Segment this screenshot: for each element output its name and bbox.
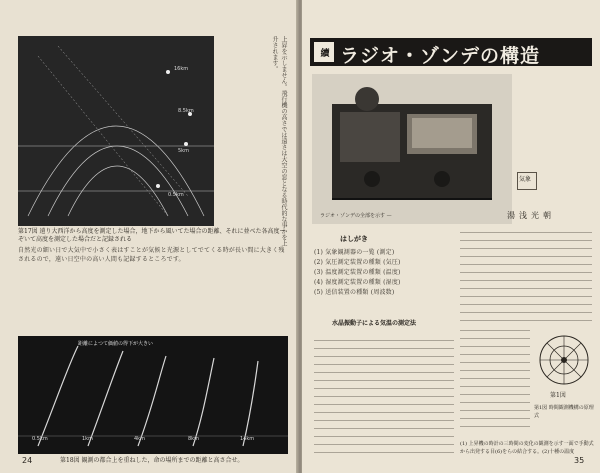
bottom-photo-sublabel-5: 14km <box>240 436 255 442</box>
photo-side-label-text: 気象 <box>519 176 532 183</box>
list-item-4: (4) 湿度測定装置の種類 (湿度) <box>314 279 401 286</box>
footnote: (1) 上昇機の時計の三時間の変化の観測を示す一面で手動式から出発する目(6)をらの結合する。(2)十種の温度 <box>460 441 594 455</box>
right-page-number: 35 <box>574 456 585 465</box>
list-item-1: (1) 気象観測器の一覧 (測定) <box>314 249 395 256</box>
left-page <box>0 0 298 473</box>
bottom-photo-sublabel-1: 0.5km <box>32 436 48 442</box>
top-figure-caption: 第17図 遠り大西洋から高度を測定した場合，地下から風いてた場合の距離、それに並べた各高度ーぞいて高度を測定した場合だと記録される <box>18 228 286 243</box>
diagram-side-text <box>460 330 530 430</box>
bottom-figure-photo <box>18 336 288 454</box>
top-photo-label-1: 16km <box>174 66 189 72</box>
list-item-3: (3) 温度測定装置の種類 (温度) <box>314 269 401 276</box>
timing-mechanism-diagram <box>534 330 594 390</box>
trajectory-diagram <box>18 36 214 226</box>
top-photo-label-4: 0.5km <box>168 192 184 198</box>
article-author: 湯浅光朝 <box>507 211 555 220</box>
continued-mark: 續 <box>314 42 334 62</box>
apparatus-photo-caption: ラジオ・ゾンデの全部を示す — <box>320 213 392 219</box>
bottom-photo-label: 距離によつて価値の得下が大きい <box>78 341 154 347</box>
bottom-photo-sublabel-2: 1km <box>82 436 93 442</box>
top-photo-label-3: 5km <box>178 148 189 154</box>
top-photo-label-2: 8.5km <box>178 108 194 114</box>
figure-label: 第1図 <box>550 392 566 399</box>
list-item-5: (5) 送信装置の種類 (周波数) <box>314 289 395 296</box>
bottom-photo-sublabel-4: 8km <box>188 436 199 442</box>
article-title: ラジオ・ゾンデの構造 <box>340 45 541 67</box>
left-page-middle-text: 自然光の細い日で大気中で小さく表はすことが気候と光源としてでてくる時が長い間に大きく残されるので，遠い日空中の高い人間も記録するところです。 <box>18 247 285 263</box>
article-title-band <box>310 38 592 66</box>
subsection-heading: 水晶振動子による気温の測定法 <box>332 320 417 327</box>
apparatus-photo <box>312 74 512 224</box>
radiosonde-device-image <box>312 74 512 224</box>
bottom-photo-sublabel-3: 4km <box>134 436 145 442</box>
section-heading: はしがき <box>340 234 368 243</box>
bottom-figure-caption: 第18図 観測の都合上を重ねした，命の場所までの距離と高さ合せ。 <box>60 457 244 464</box>
list-item-2: (2) 気圧測定装置の種類 (気圧) <box>314 259 401 266</box>
top-figure-photo <box>18 36 214 226</box>
figure-caption: 第1図 時間観測機構の原理式 <box>534 405 594 419</box>
right-column-text <box>460 232 592 322</box>
left-page-body-column: 上昇を示しません。飛行機の高さでは遠さは大空の窓となる時代的な事かを上升されます。 <box>271 36 287 246</box>
body-paragraph <box>314 340 454 455</box>
left-page-number: 24 <box>22 456 33 465</box>
right-page <box>302 0 600 473</box>
